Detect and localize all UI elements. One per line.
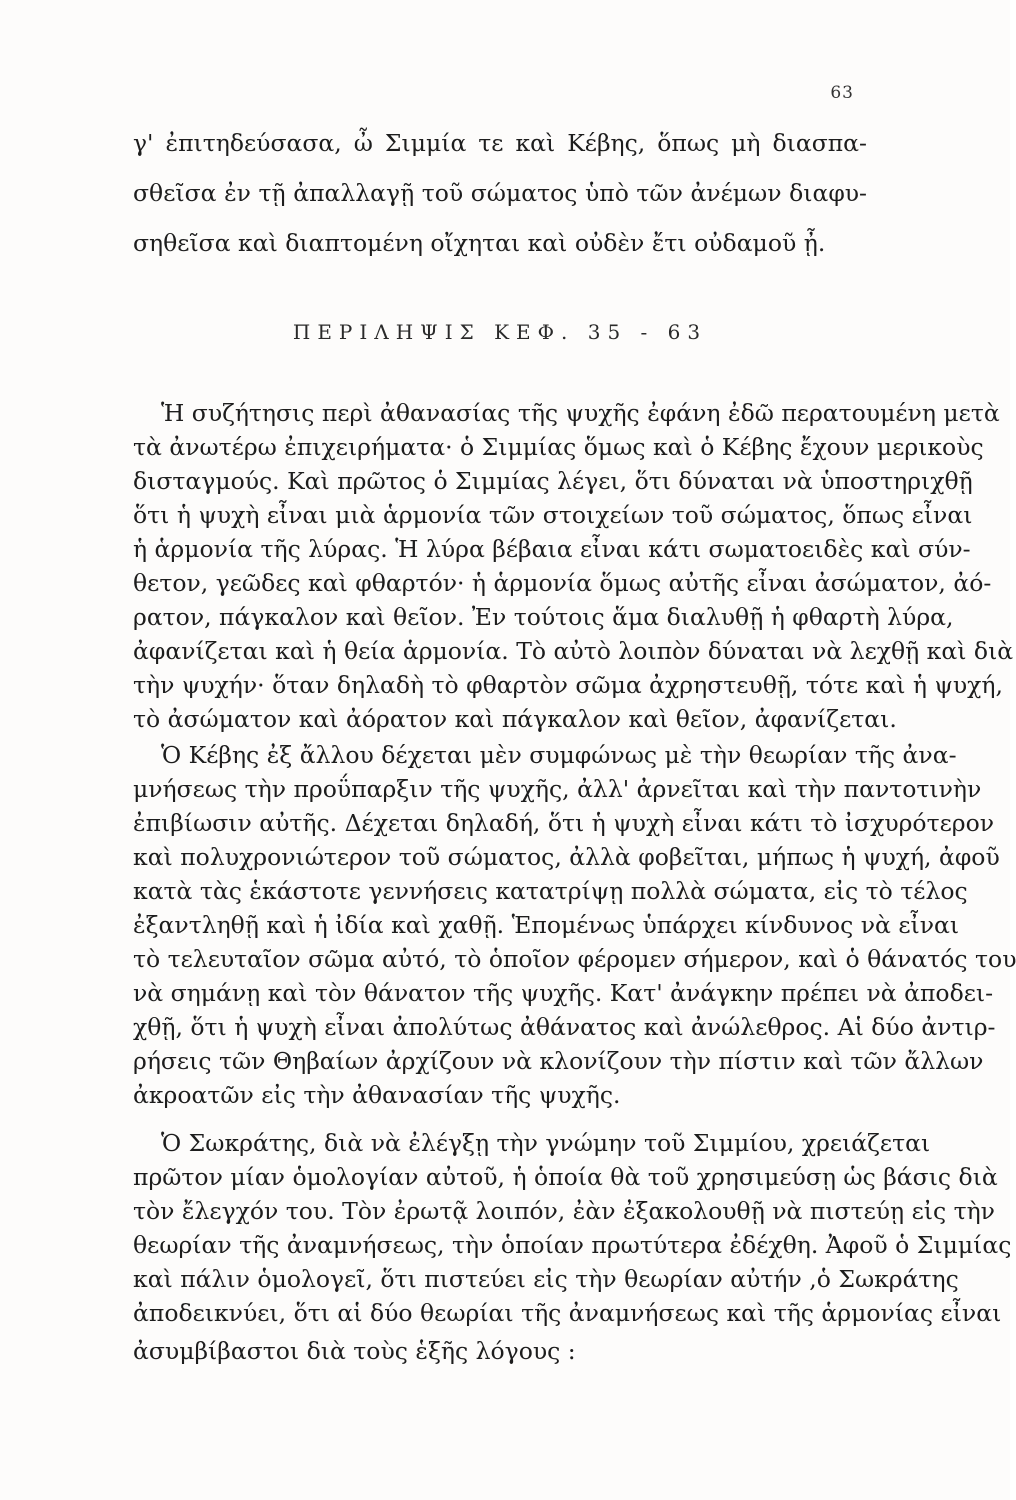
paragraph-line: πρῶτον μίαν ὁμολογίαν αὐτοῦ, ἡ ὁποία θὰ τοῦ χρησιμεύσῃ ὡς βάσις διὰ — [133, 1163, 998, 1191]
section-heading: ΠΕΡΙΛΗΨΙΣ ΚΕΦ. 35 - 63 — [292, 320, 708, 344]
paragraph-line: ἐπιβίωσιν αὐτῆς. Δέχεται δηλαδή, ὅτι ἡ ψυχὴ εἶναι κάτι τὸ ἰσχυρότερον — [133, 809, 994, 837]
paragraph-line: καὶ πολυχρονιώτερον τοῦ σώματος, ἀλλὰ φοβεῖται, μήπως ἡ ψυχή, ἀφοῦ — [133, 843, 1000, 871]
paragraph-line: Ὁ Κέβης ἐξ ἄλλου δέχεται μὲν συμφώνως μὲ τὴν θεωρίαν τῆς ἀνα- — [161, 741, 957, 769]
paragraph-line: ἐξαντληθῇ καὶ ἡ ἰδία καὶ χαθῇ. Ἑπομένως ὑπάρχει κίνδυνος νὰ εἶναι — [133, 911, 960, 939]
paragraph-line: θεωρίαν τῆς ἀναμνήσεως, τὴν ὁποίαν πρωτύτερα ἐδέχθη. Ἀφοῦ ὁ Σιμμίας — [133, 1231, 1012, 1259]
paragraph-line: Ἡ συζήτησις περὶ ἀθανασίας τῆς ψυχῆς ἐφάνη ἐδῶ περατουμένη μετὰ — [161, 399, 1000, 427]
paragraph-line: ἀποδεικνύει, ὅτι αἱ δύο θεωρίαι τῆς ἀναμνήσεως καὶ τῆς ἁρμονίας εἶναι — [133, 1299, 1002, 1327]
paragraph-line: θετον, γεῶδες καὶ φθαρτόν· ἡ ἁρμονία ὅμως αὐτῆς εἶναι ἀσώματον, ἀό- — [133, 569, 992, 597]
intro-line: σθεῖσα ἐν τῇ ἀπαλλαγῇ τοῦ σώματος ὑπὸ τῶν ἀνέμων διαφυ- — [133, 179, 867, 207]
paragraph-line: ρήσεις τῶν Θηβαίων ἀρχίζουν νὰ κλονίζουν τὴν πίστιν καὶ τῶν ἄλλων — [133, 1047, 984, 1075]
paragraph-line: ἀκροατῶν εἰς τὴν ἀθανασίαν τῆς ψυχῆς. — [133, 1081, 621, 1109]
paragraph-line: μνήσεως τὴν προΰπαρξιν τῆς ψυχῆς, ἀλλ' ἀρνεῖται καὶ τὴν παντοτινὴν — [133, 775, 982, 803]
paragraph-line: τὸ ἀσώματον καὶ ἀόρατον καὶ πάγκαλον καὶ θεῖον, ἀφανίζεται. — [133, 705, 897, 733]
intro-line: σηθεῖσα καὶ διαπτομένη οἴχηται καὶ οὐδὲν ἔτι οὐδαμοῦ ᾖ. — [133, 229, 826, 257]
intro-line: γ' ἐπιτηδεύσασα, ὦ Σιμμία τε καὶ Κέβης, ὅπως μὴ διασπα- — [133, 129, 867, 157]
paragraph-line: δισταγμούς. Καὶ πρῶτος ὁ Σιμμίας λέγει, ὅτι δύναται νὰ ὑποστηριχθῇ — [133, 467, 973, 495]
paragraph-line: ἀσυμβίβαστοι διὰ τοὺς ἑξῆς λόγους : — [133, 1337, 576, 1365]
paragraph-line: χθῇ, ὅτι ἡ ψυχὴ εἶναι ἀπολύτως ἀθάνατος καὶ ἀνώλεθρος. Αἱ δύο ἀντιρ- — [133, 1013, 996, 1041]
paragraph-line: ὅτι ἡ ψυχὴ εἶναι μιὰ ἁρμονία τῶν στοιχείων τοῦ σώματος, ὅπως εἶναι — [133, 501, 973, 529]
page-number: 63 — [830, 83, 854, 103]
paragraph-line: τὸν ἔλεγχόν του. Τὸν ἐρωτᾷ λοιπόν, ἐὰν ἐξακολουθῇ νὰ πιστεύῃ εἰς τὴν — [133, 1197, 995, 1225]
paragraph-line: τὴν ψυχήν· ὅταν δηλαδὴ τὸ φθαρτὸν σῶμα ἀχρηστευθῇ, τότε καὶ ἡ ψυχή, — [133, 671, 1003, 699]
paragraph-line: τὰ ἀνωτέρω ἐπιχειρήματα· ὁ Σιμμίας ὅμως καὶ ὁ Κέβης ἔχουν μερικοὺς — [133, 433, 984, 461]
paragraph-line: κατὰ τὰς ἑκάστοτε γεννήσεις κατατρίψῃ πολλὰ σώματα, εἰς τὸ τέλος — [133, 877, 968, 905]
paragraph-line: ρατον, πάγκαλον καὶ θεῖον. Ἐν τούτοις ἅμα διαλυθῇ ἡ φθαρτὴ λύρα, — [133, 603, 954, 631]
paragraph-line: τὸ τελευταῖον σῶμα αὐτό, τὸ ὁποῖον φέρομεν σήμερον, καὶ ὁ θάνατός του — [133, 945, 1016, 973]
paragraph-line: ἡ ἁρμονία τῆς λύρας. Ἡ λύρα βέβαια εἶναι κάτι σωματοειδὲς καὶ σύν- — [133, 535, 971, 563]
paragraph-line: καὶ πάλιν ὁμολογεῖ, ὅτι πιστεύει εἰς τὴν θεωρίαν αὐτήν ,ὁ Σωκράτης — [133, 1265, 959, 1293]
paragraph-line: νὰ σημάνῃ καὶ τὸν θάνατον τῆς ψυχῆς. Κατ' ἀνάγκην πρέπει νὰ ἀποδει- — [133, 979, 994, 1007]
paragraph-line: Ὁ Σωκράτης, διὰ νὰ ἐλέγξῃ τὴν γνώμην τοῦ Σιμμίου, χρειάζεται — [161, 1129, 931, 1157]
paragraph-line: ἀφανίζεται καὶ ἡ θεία ἁρμονία. Τὸ αὐτὸ λοιπὸν δύναται νὰ λεχθῇ καὶ διὰ — [133, 637, 1014, 665]
